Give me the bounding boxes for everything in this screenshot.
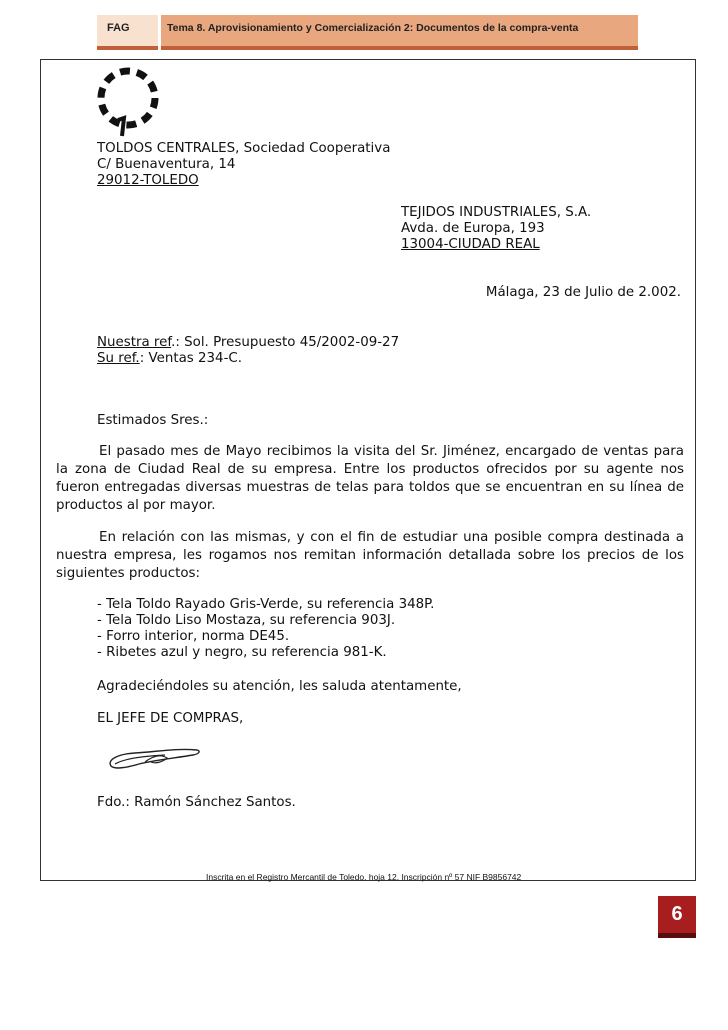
header-section-label: FAG xyxy=(97,15,158,50)
sender-street: C/ Buenaventura, 14 xyxy=(97,157,236,172)
document-header xyxy=(97,15,638,50)
sender-name: TOLDOS CENTRALES, Sociedad Cooperativa xyxy=(97,141,391,156)
your-reference xyxy=(97,351,242,367)
recipient-city: 13004-CIUDAD REAL xyxy=(401,237,540,252)
company-logo xyxy=(92,64,172,140)
list-item: - Forro interior, norma DE45. xyxy=(97,629,290,644)
signer-title: EL JEFE DE COMPRAS, xyxy=(97,711,244,726)
page-number: 6 xyxy=(658,896,696,938)
closing-line: Agradeciéndoles su atención, les saluda atentamente, xyxy=(97,679,462,694)
your-reference-label: Su ref. xyxy=(97,351,140,366)
paragraph-1-text: El pasado mes de Mayo recibimos la visita del Sr. Jiménez, encargado de ventas para la zona de Ciudad Real de su empresa. Entre los productos ofrecidos por su agente nos fueron entregadas diversas muestras de telas para toldos que se encuentran en su línea de productos al por mayor. xyxy=(56,444,684,513)
list-item: - Ribetes azul y negro, su referencia 981-K. xyxy=(97,645,387,660)
our-reference-value: .: Sol. Presupuesto 45/2002-09-27 xyxy=(171,335,400,350)
recipient-street: Avda. de Europa, 193 xyxy=(401,221,545,236)
list-item: - Tela Toldo Rayado Gris-Verde, su referencia 348P. xyxy=(97,597,435,612)
paragraph-2-text: En relación con las mismas, y con el fin de estudiar una posible compra destinada a nuestra empresa, les rogamos nos remitan información detallada sobre los precios de los siguientes productos: xyxy=(56,530,684,581)
paragraph-2 xyxy=(56,529,684,583)
registry-footnote: Inscrita en el Registro Mercantil de Toledo, hoja 12, Inscripción nº 57 NIF B9856742 xyxy=(206,872,522,882)
paragraph-1 xyxy=(56,443,684,515)
greeting: Estimados Sres.: xyxy=(97,413,209,428)
our-reference xyxy=(97,335,399,351)
our-reference-label: Nuestra ref xyxy=(97,335,172,350)
date-line: Málaga, 23 de Julio de 2.002. xyxy=(485,285,681,300)
sender-city: 29012-TOLEDO xyxy=(97,173,199,188)
signature xyxy=(105,740,205,774)
signed-by: Fdo.: Ramón Sánchez Santos. xyxy=(97,795,296,810)
your-reference-value: : Ventas 234-C. xyxy=(139,351,243,366)
header-title: Tema 8. Aprovisionamiento y Comercialización 2: Documentos de la compra-venta xyxy=(158,15,638,50)
list-item: - Tela Toldo Liso Mostaza, su referencia 903J. xyxy=(97,613,396,628)
recipient-name: TEJIDOS INDUSTRIALES, S.A. xyxy=(401,205,592,220)
